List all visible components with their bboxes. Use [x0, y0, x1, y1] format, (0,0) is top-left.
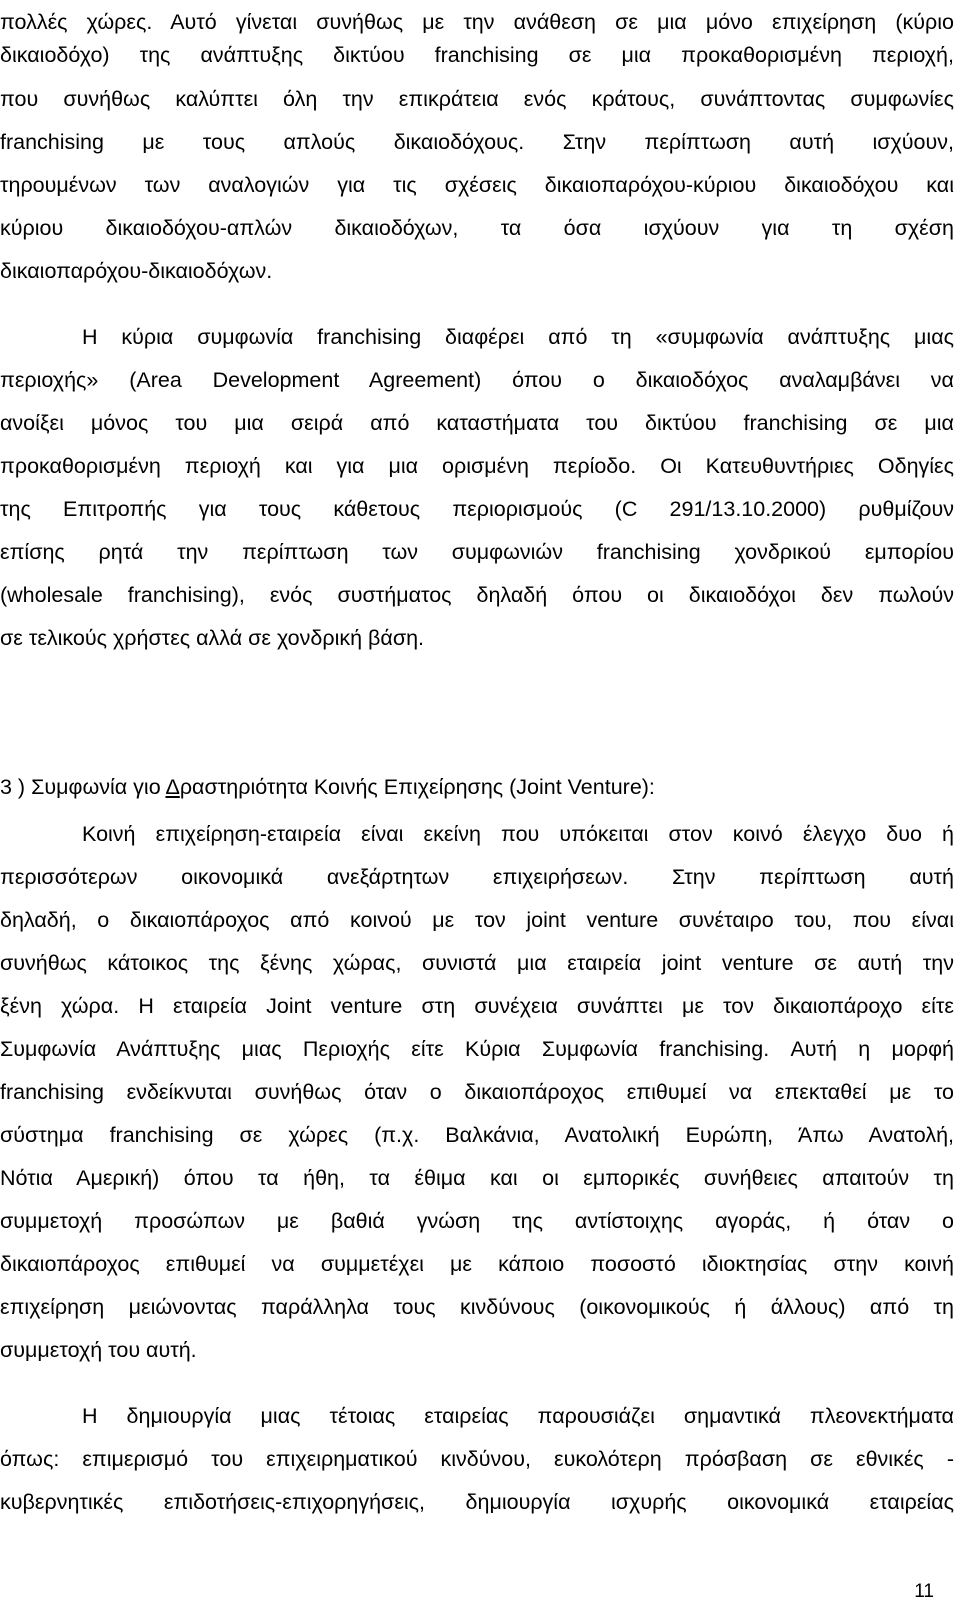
text-line: σύστημα franchising σε χώρες (π.χ. Βαλκάνια, Ανατολική Ευρώπη, Άπω Ανατολή, [0, 1123, 954, 1147]
text-line: ξένη χώρα. Η εταιρεία Joint venture στη συνέχεια συνάπτει με τον δικαιοπάροχο είτε [0, 994, 954, 1018]
text-line: προκαθορισμένη περιοχή και για μια ορισμένη περίοδο. Οι Κατευθυντήριες Οδηγίες [0, 454, 954, 478]
text-line: franchising με τους απλούς δικαιοδόχους. Στην περίπτωση αυτή ισχύουν, [0, 130, 954, 154]
text-line: επιχείρηση μειώνοντας παράλληλα τους κινδύνους (οικονομικούς ή άλλους) από τη [0, 1295, 954, 1319]
heading-prefix: Συμφωνία γιο [31, 775, 166, 799]
text-line: κύριου δικαιοδόχου-απλών δικαιοδόχων, τα όσα ισχύουν για τη σχέση [0, 216, 954, 240]
text-line: Η δημιουργία μιας τέτοιας εταιρείας παρουσιάζει σημαντικά πλεονεκτήματα [82, 1404, 954, 1428]
text-line: Νότια Αμερική) όπου τα ήθη, τα έθιμα και οι εμπορικές συνήθειες απαιτούν τη [0, 1166, 954, 1190]
heading-underlined-letter: Δ [165, 775, 180, 799]
heading-rest: ραστηριότητα Κοινής Επιχείρησης (Joint Venture): [179, 775, 655, 799]
text-line: δικαιοπαρόχου-δικαιοδόχων. [0, 259, 273, 283]
page-number: 11 [914, 1581, 934, 1602]
text-line: Συμφωνία Ανάπτυξης μιας Περιοχής είτε Κύρια Συμφωνία franchising. Αυτή η μορφή [0, 1037, 954, 1061]
text-line: Κοινή επιχείρηση-εταιρεία είναι εκείνη που υπόκειται στον κοινό έλεγχο δυο ή [82, 822, 954, 846]
text-line: περισσότερων οικονομικά ανεξάρτητων επιχειρήσεων. Στην περίπτωση αυτή [0, 865, 954, 889]
text-line: σε τελικούς χρήστες αλλά σε χονδρική βάση. [0, 626, 425, 650]
text-line: της Επιτροπής για τους κάθετους περιορισμούς (C 291/13.10.2000) ρυθμίζουν [0, 497, 954, 521]
text-line: επίσης ρητά την περίπτωση των συμφωνιών franchising χονδρικού εμπορίου [0, 540, 954, 564]
text-line: συμμετοχή του αυτή. [0, 1338, 197, 1362]
text-line: δηλαδή, ο δικαιοπάροχος από κοινού με τον joint venture συνέταιρο του, που είναι [0, 908, 954, 932]
text-line: τηρουμένων των αναλογιών για τις σχέσεις δικαιοπαρόχου-κύριου δικαιοδόχου και [0, 173, 954, 197]
text-line: όπως: επιμερισμό του επιχειρηματικού κινδύνου, ευκολότερη πρόσβαση σε εθνικές - [0, 1447, 954, 1471]
text-line: franchising ενδείκνυται συνήθως όταν ο δικαιοπάροχος επιθυμεί να επεκταθεί με το [0, 1080, 954, 1104]
heading-number: 3 ) [0, 775, 32, 799]
text-line: πολλές χώρες. Αυτό γίνεται συνήθως με την ανάθεση σε μια μόνο επιχείρηση (κύριο [0, 10, 954, 34]
text-line: περιοχής» (Area Development Agreement) όπου ο δικαιοδόχος αναλαμβάνει να [0, 368, 954, 392]
text-line: κυβερνητικές επιδοτήσεις-επιχορηγήσεις, δημιουργία ισχυρής οικονομικά εταιρείας [0, 1490, 954, 1514]
text-line: Η κύρια συμφωνία franchising διαφέρει από τη «συμφωνία ανάπτυξης μιας [82, 325, 954, 349]
text-line: συμμετοχή προσώπων με βαθιά γνώση της αντίστοιχης αγοράς, ή όταν ο [0, 1209, 954, 1233]
text-line: (wholesale franchising), ενός συστήματος δηλαδή όπου οι δικαιοδόχοι δεν πωλούν [0, 583, 954, 607]
text-line: που συνήθως καλύπτει όλη την επικράτεια ενός κράτους, συνάπτοντας συμφωνίες [0, 87, 954, 111]
text-line: δικαιοδόχο) της ανάπτυξης δικτύου franchising σε μια προκαθορισμένη περιοχή, [0, 43, 954, 67]
text-line: ανοίξει μόνος του μια σειρά από καταστήματα του δικτύου franchising σε μια [0, 411, 954, 435]
text-line: συνήθως κάτοικος της ξένης χώρας, συνιστά μια εταιρεία joint venture σε αυτή την [0, 951, 954, 975]
section-heading [0, 765, 655, 809]
text-line: δικαιοπάροχος επιθυμεί να συμμετέχει με κάποιο ποσοστό ιδιοκτησίας στην κοινή [0, 1252, 954, 1276]
